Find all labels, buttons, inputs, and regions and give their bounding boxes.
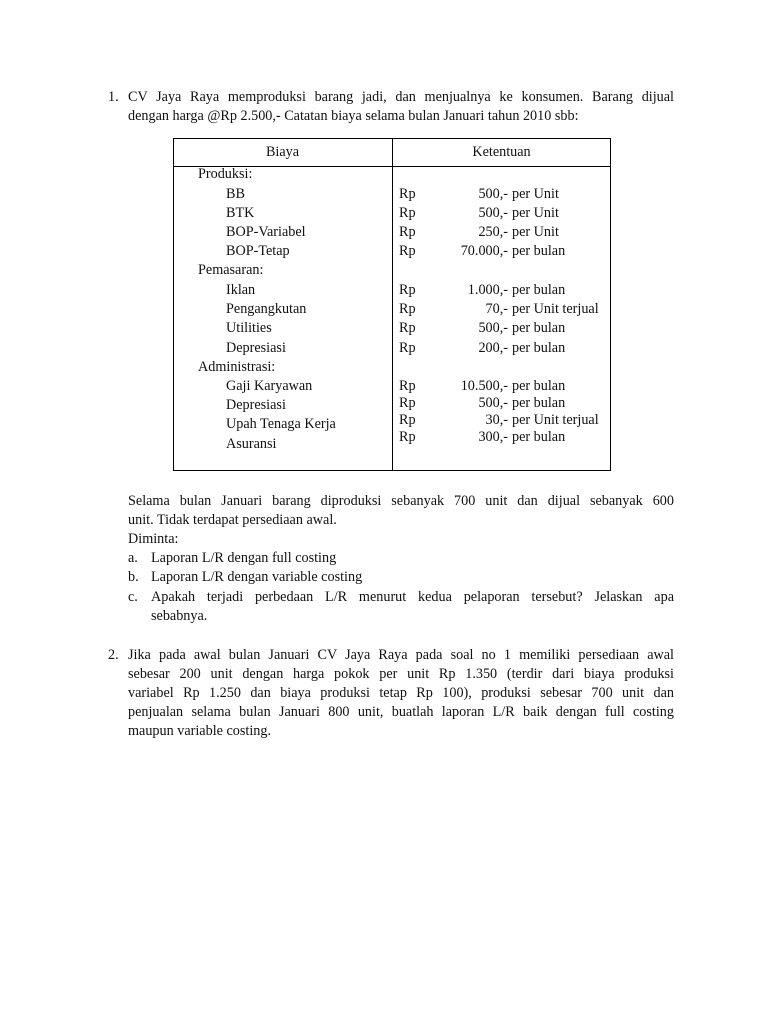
cost-table-column-divider bbox=[392, 139, 393, 470]
cost-group-label: Produksi: bbox=[198, 166, 253, 182]
task-c-text-line-2: sebabnya. bbox=[151, 608, 208, 624]
cost-currency: Rp bbox=[399, 429, 416, 445]
cost-basis: per bulan bbox=[512, 378, 566, 394]
cost-currency: Rp bbox=[399, 395, 416, 411]
cost-amount: 250,- bbox=[478, 224, 508, 240]
cost-amount: 300,- bbox=[478, 429, 508, 445]
question-1-after-line-2: unit. Tidak terdapat persediaan awal. bbox=[128, 512, 337, 528]
cost-amount: 10.500,- bbox=[460, 378, 508, 394]
cost-amount: 200,- bbox=[478, 340, 508, 356]
task-c-text-line-1: Apakah terjadi perbedaan L/R menurut kedua pelaporan tersebut? Jelaskan apa bbox=[151, 589, 674, 605]
question-2-number: 2. bbox=[108, 647, 119, 663]
task-a-text: Laporan L/R dengan full costing bbox=[151, 550, 337, 566]
cost-amount: 500,- bbox=[478, 320, 508, 336]
cost-basis: per Unit bbox=[512, 186, 559, 202]
cost-item-label: Asuransi bbox=[226, 436, 277, 452]
cost-currency: Rp bbox=[399, 224, 416, 240]
cost-basis: per bulan bbox=[512, 395, 566, 411]
cost-amount: 500,- bbox=[478, 395, 508, 411]
question-1-intro-line-2: dengan harga @Rp 2.500,- Catatan biaya selama bulan Januari tahun 2010 sbb: bbox=[128, 108, 579, 124]
cost-currency: Rp bbox=[399, 243, 416, 259]
cost-basis: per bulan bbox=[512, 243, 566, 259]
column-header-ketentuan: Ketentuan bbox=[472, 144, 531, 160]
cost-group-label: Pemasaran: bbox=[198, 262, 264, 278]
cost-amount: 1.000,- bbox=[467, 282, 508, 298]
cost-item-label: BOP-Tetap bbox=[226, 243, 290, 259]
cost-currency: Rp bbox=[399, 186, 416, 202]
cost-basis: per bulan bbox=[512, 340, 566, 356]
cost-amount: 500,- bbox=[478, 205, 508, 221]
cost-item-label: Depresiasi bbox=[226, 397, 286, 413]
cost-amount: 30,- bbox=[485, 412, 508, 428]
question-2-line-5: maupun variable costing. bbox=[128, 723, 272, 739]
cost-currency: Rp bbox=[399, 205, 416, 221]
cost-item-label: BTK bbox=[226, 205, 255, 221]
diminta-label: Diminta: bbox=[128, 531, 179, 547]
question-2-line-2: sebesar 200 unit dengan harga pokok per unit Rp 1.350 (terdir dari biaya produksi bbox=[128, 666, 674, 682]
question-2-line-3: variabel Rp 1.250 dan biaya produksi tetap Rp 100), produksi sebesar 700 unit dan bbox=[128, 685, 674, 701]
task-b-letter: b. bbox=[128, 569, 139, 585]
question-1-after-line-1: Selama bulan Januari barang diproduksi sebanyak 700 unit dan dijual sebanyak 600 bbox=[128, 493, 674, 509]
cost-currency: Rp bbox=[399, 412, 416, 428]
task-a-letter: a. bbox=[128, 550, 138, 566]
cost-amount: 70.000,- bbox=[460, 243, 508, 259]
cost-currency: Rp bbox=[399, 282, 416, 298]
cost-currency: Rp bbox=[399, 301, 416, 317]
question-2-line-4: penjualan selama bulan Januari 800 unit, buatlah laporan L/R baik dengan full costing bbox=[128, 704, 674, 720]
question-1-number: 1. bbox=[108, 89, 119, 105]
cost-amount: 70,- bbox=[485, 301, 508, 317]
cost-item-label: BB bbox=[226, 186, 245, 202]
question-1-intro-line-1: CV Jaya Raya memproduksi barang jadi, dan menjualnya ke konsumen. Barang dijual bbox=[128, 89, 674, 105]
cost-basis: per Unit terjual bbox=[512, 301, 599, 317]
cost-item-label: Utilities bbox=[226, 320, 272, 336]
cost-basis: per bulan bbox=[512, 429, 566, 445]
cost-basis: per Unit bbox=[512, 224, 559, 240]
cost-basis: per Unit terjual bbox=[512, 412, 599, 428]
cost-currency: Rp bbox=[399, 320, 416, 336]
cost-group-label: Administrasi: bbox=[198, 359, 276, 375]
cost-basis: per bulan bbox=[512, 282, 566, 298]
column-header-biaya: Biaya bbox=[265, 144, 300, 160]
cost-item-label: BOP-Variabel bbox=[226, 224, 306, 240]
cost-currency: Rp bbox=[399, 340, 416, 356]
cost-basis: per bulan bbox=[512, 320, 566, 336]
cost-item-label: Upah Tenaga Kerja bbox=[226, 416, 336, 432]
cost-item-label: Pengangkutan bbox=[226, 301, 307, 317]
cost-basis: per Unit bbox=[512, 205, 559, 221]
task-b-text: Laporan L/R dengan variable costing bbox=[151, 569, 363, 585]
cost-amount: 500,- bbox=[478, 186, 508, 202]
cost-item-label: Iklan bbox=[226, 282, 256, 298]
cost-item-label: Gaji Karyawan bbox=[226, 378, 313, 394]
cost-item-label: Depresiasi bbox=[226, 340, 286, 356]
question-2-line-1: Jika pada awal bulan Januari CV Jaya Raya pada soal no 1 memiliki persediaan awal bbox=[128, 647, 674, 663]
task-c-letter: c. bbox=[128, 589, 138, 605]
cost-currency: Rp bbox=[399, 378, 416, 394]
